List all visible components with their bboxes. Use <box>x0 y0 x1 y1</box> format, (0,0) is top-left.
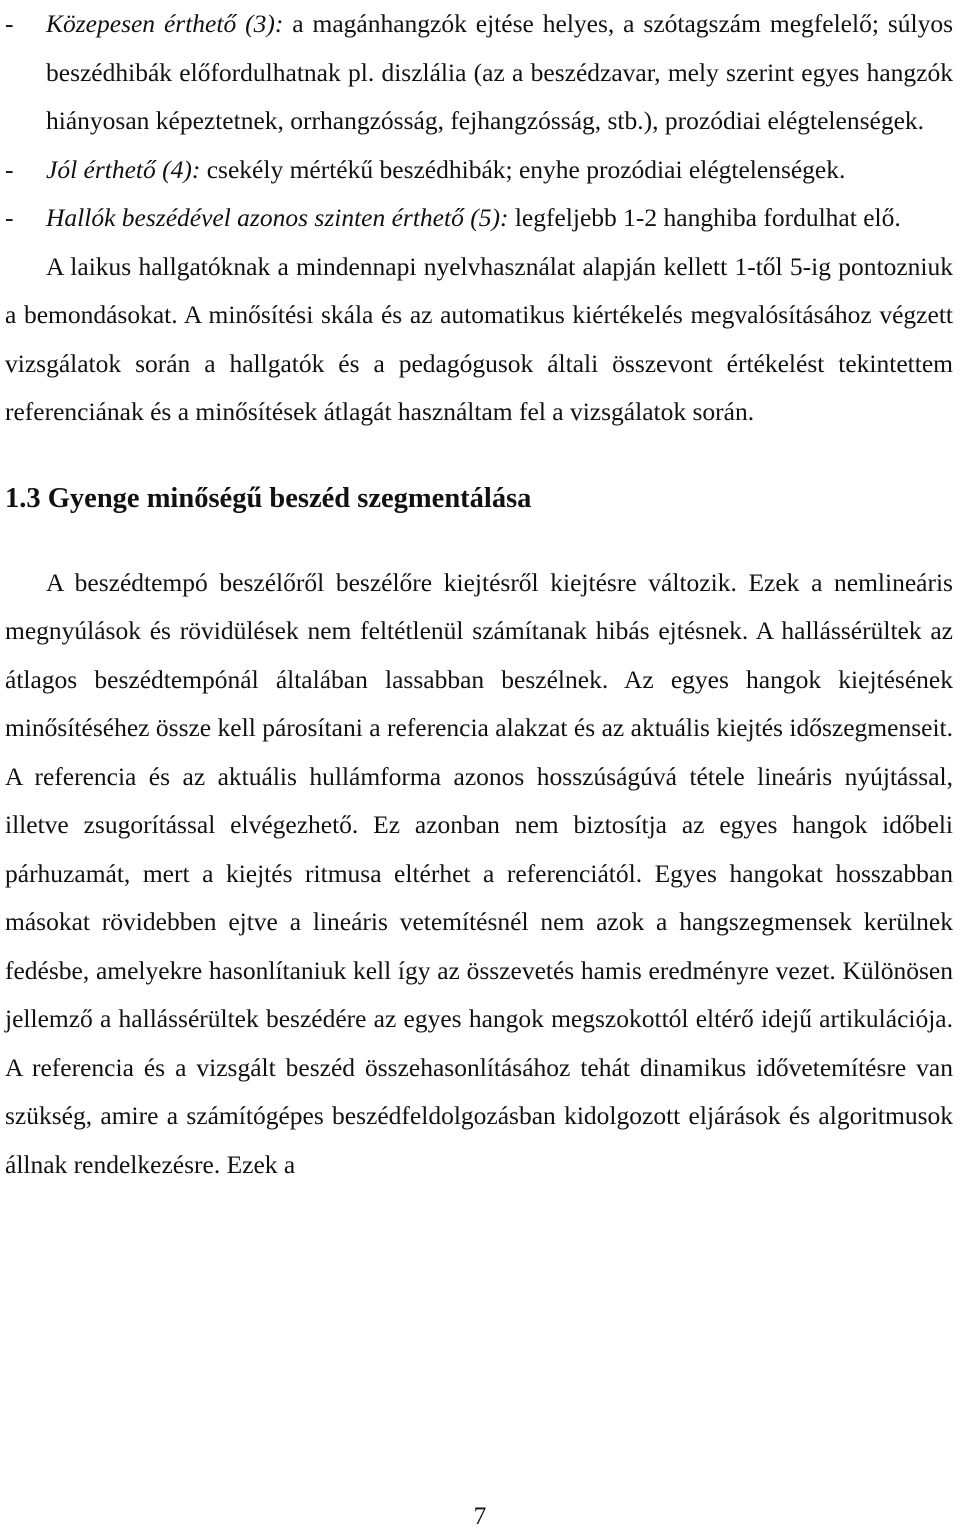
scale-description: csekély mértékű beszédhibák; enyhe prozódiai elégtelenségek. <box>200 154 846 184</box>
scale-description: a magánhangzók ejtése helyes, a szótagszám megfelelő; súlyos beszédhibák előfordulhatnak pl. diszlália (az a beszédzavar, mely szerint egyes hangzók hiányosan képeztetnek, orrhangzósság, fejhangzósság, stb.), prozódiai elégtelenségek. <box>46 9 954 135</box>
list-item <box>5 194 953 243</box>
page-number: 7 <box>473 1501 487 1530</box>
scale-term: Jól érthető (4): <box>46 154 201 184</box>
list-dash: - <box>5 9 14 38</box>
scale-description: legfeljebb 1-2 hanghiba fordulhat elő. <box>508 203 901 232</box>
section-heading: 1.3 Gyenge minőségű beszéd szegmentálása <box>5 482 532 514</box>
list-dash: - <box>5 154 14 184</box>
list-item <box>5 0 953 146</box>
body-paragraph: A laikus hallgatóknak a mindennapi nyelvhasználat alapján kellett 1-től 5-ig pontozniuk a bemondásokat. A minősítési skála és az automatikus kiértékelés megvalósításához végzett vizsgálatok során a hallgatók és a pedagógusok általi összevont értékelést tekintettem referenciának és a minősítések átlagát használtam fel a vizsgálatok során. <box>5 251 953 426</box>
body-paragraph: A beszédtempó beszélőről beszélőre kiejtésről kiejtésre változik. Ezek a nemlineáris megnyúlások és rövidülések nem feltétlenül számítanak hibás ejtésnek. A hallássérültek az átlagos beszédtempónál általában lassabban beszélnek. Az egyes hangok kiejtésének minősítéséhez össze kell párosítani a referencia alakzat és az aktuális kiejtés időszegmenseit. A referencia és az aktuális hullámforma azonos hosszúságúvá tétele lineáris nyújtással, illetve zsugorítással elvégezhető. Ez azonban nem biztosítja az egyes hangok időbeli párhuzamát, mert a kiejtés ritmusa eltérhet a referenciától. Egyes hangokat hosszabban másokat rövidebben ejtve a lineáris vetemítésnél nem azok a hangszegmensek kerülnek fedésbe, amelyekre hasonlítaniuk kell így az összevetés hamis eredményre vezet. Különösen jellemző a hallássérültek beszédére az egyes hangok megszokottól eltérő idejű artikulációja. A referencia és a vizsgált beszéd összehasonlításához tehát dinamikus idővetemítésre van szükség, amire a számítógépes beszédfeldolgozásban kidolgozott eljárások és algoritmusok állnak rendelkezésre. Ezek a <box>5 567 953 1179</box>
list-item <box>5 146 953 195</box>
scale-term: Közepesen érthető (3): <box>46 9 284 38</box>
list-dash: - <box>5 203 14 232</box>
intelligibility-scale-list <box>5 0 953 243</box>
scale-term: Hallók beszédével azonos szinten érthető (5): <box>46 203 509 232</box>
document-page <box>5 0 953 1189</box>
